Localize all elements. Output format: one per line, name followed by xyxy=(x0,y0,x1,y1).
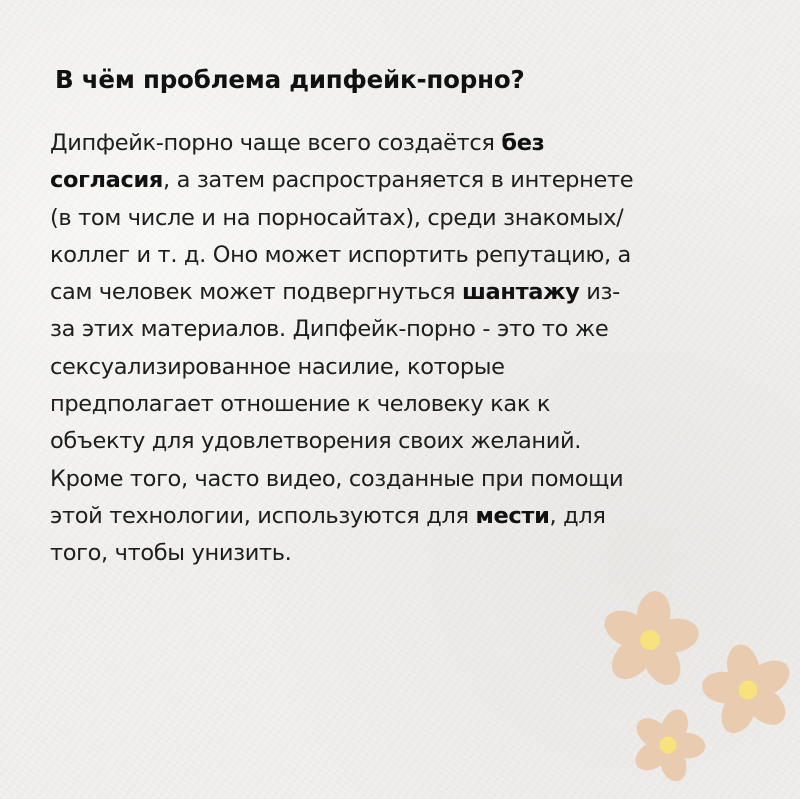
flower-icon xyxy=(618,696,718,794)
text-line: предполагает отношение к человеку как к xyxy=(50,391,551,418)
emphasis-text: мести xyxy=(475,502,550,529)
text-line xyxy=(50,498,762,535)
body-paragraph xyxy=(50,125,762,573)
text-line: за этих материалов. Дипфейк-порно - это то же xyxy=(50,316,609,343)
text-line: объекту для удовлетворения своих желаний. xyxy=(50,428,582,455)
text-run: из- xyxy=(579,279,620,306)
emphasis-text: без xyxy=(501,130,545,156)
text-run: сам человек может подвергнуться xyxy=(50,279,463,306)
text-line: того, чтобы унизить. xyxy=(50,540,292,567)
text-run: Дипфейк-порно чаще всего создаётся xyxy=(50,130,502,156)
page-title: В чём проблема дипфейк-порно? xyxy=(55,65,525,94)
text-line xyxy=(50,162,762,199)
text-line xyxy=(50,274,762,311)
text-run: этой технологии, используются для xyxy=(50,502,476,529)
flower-icon xyxy=(691,635,800,746)
flower-icon xyxy=(592,585,709,697)
text-line: Кроме того, часто видео, созданные при помощи xyxy=(50,465,624,492)
emphasis-text: согласия xyxy=(50,167,163,194)
text-line: сексуализированное насилие, которые xyxy=(50,353,505,380)
text-line: (в том числе и на порносайтах), среди знакомых/ xyxy=(50,204,624,231)
text-line xyxy=(50,125,762,162)
emphasis-text: шантажу xyxy=(462,279,580,306)
flowers-decoration xyxy=(580,585,800,799)
text-run: , а затем распространяется в интернете xyxy=(162,167,634,194)
text-line: коллег и т. д. Оно может испортить репутацию, а xyxy=(50,241,631,268)
text-run: , для xyxy=(549,502,606,529)
